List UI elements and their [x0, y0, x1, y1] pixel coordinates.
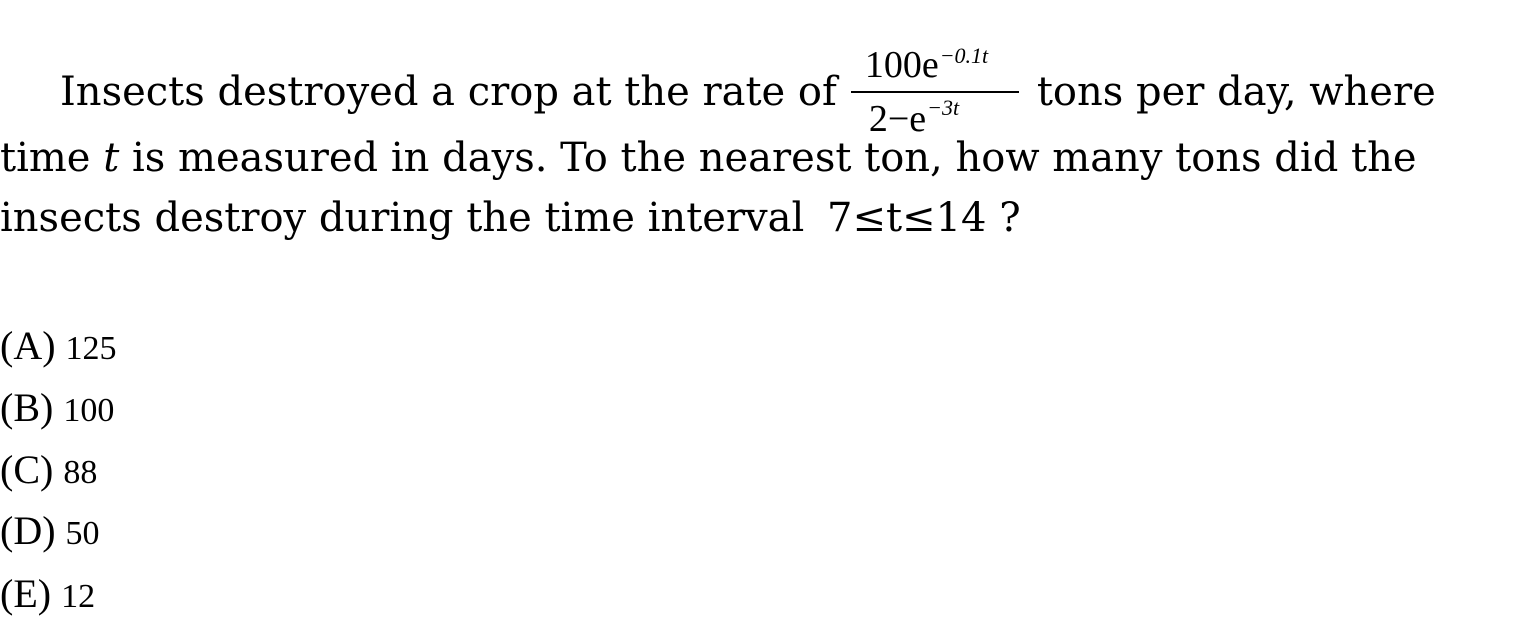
line3-prefix: insects destroy during the time interval	[0, 195, 805, 241]
rate-fraction	[851, 43, 1019, 140]
fraction-numerator	[864, 43, 989, 89]
choice-d[interactable]	[0, 508, 100, 554]
line2-prefix: time	[0, 135, 91, 181]
choice-b[interactable]	[0, 385, 115, 431]
denominator-base: 2−e	[868, 98, 927, 140]
question-line-2	[0, 135, 1417, 181]
choice-e[interactable]	[0, 571, 96, 617]
denominator-exponent: −3t	[927, 95, 960, 120]
choice-label: (C)	[0, 447, 54, 492]
line2-suffix: is measured in days. To the nearest ton, how many tons did the	[131, 135, 1417, 181]
question-mark: ?	[999, 195, 1021, 241]
choice-label: (D)	[0, 508, 56, 553]
choice-value: 100	[63, 392, 115, 429]
fraction-bar	[851, 91, 1019, 93]
choice-label: (B)	[0, 385, 54, 430]
choice-value: 12	[61, 578, 96, 615]
question-line-1	[60, 43, 1436, 140]
time-interval: 7≤t≤14	[827, 195, 987, 241]
question-text-suffix: tons per day, where	[1036, 69, 1436, 115]
numerator-exponent: −0.1t	[939, 43, 989, 68]
choice-value: 50	[65, 515, 100, 552]
choice-value: 125	[65, 330, 117, 367]
choice-a[interactable]	[0, 323, 117, 369]
numerator-base: 100e	[864, 44, 939, 86]
question-text-prefix: Insects destroyed a crop at the rate of	[60, 69, 837, 115]
question-line-3	[0, 195, 1021, 241]
choice-label: (A)	[0, 323, 56, 368]
choice-label: (E)	[0, 571, 52, 616]
choice-c[interactable]	[0, 447, 98, 493]
choice-value: 88	[63, 454, 98, 491]
variable-t: t	[103, 135, 120, 181]
